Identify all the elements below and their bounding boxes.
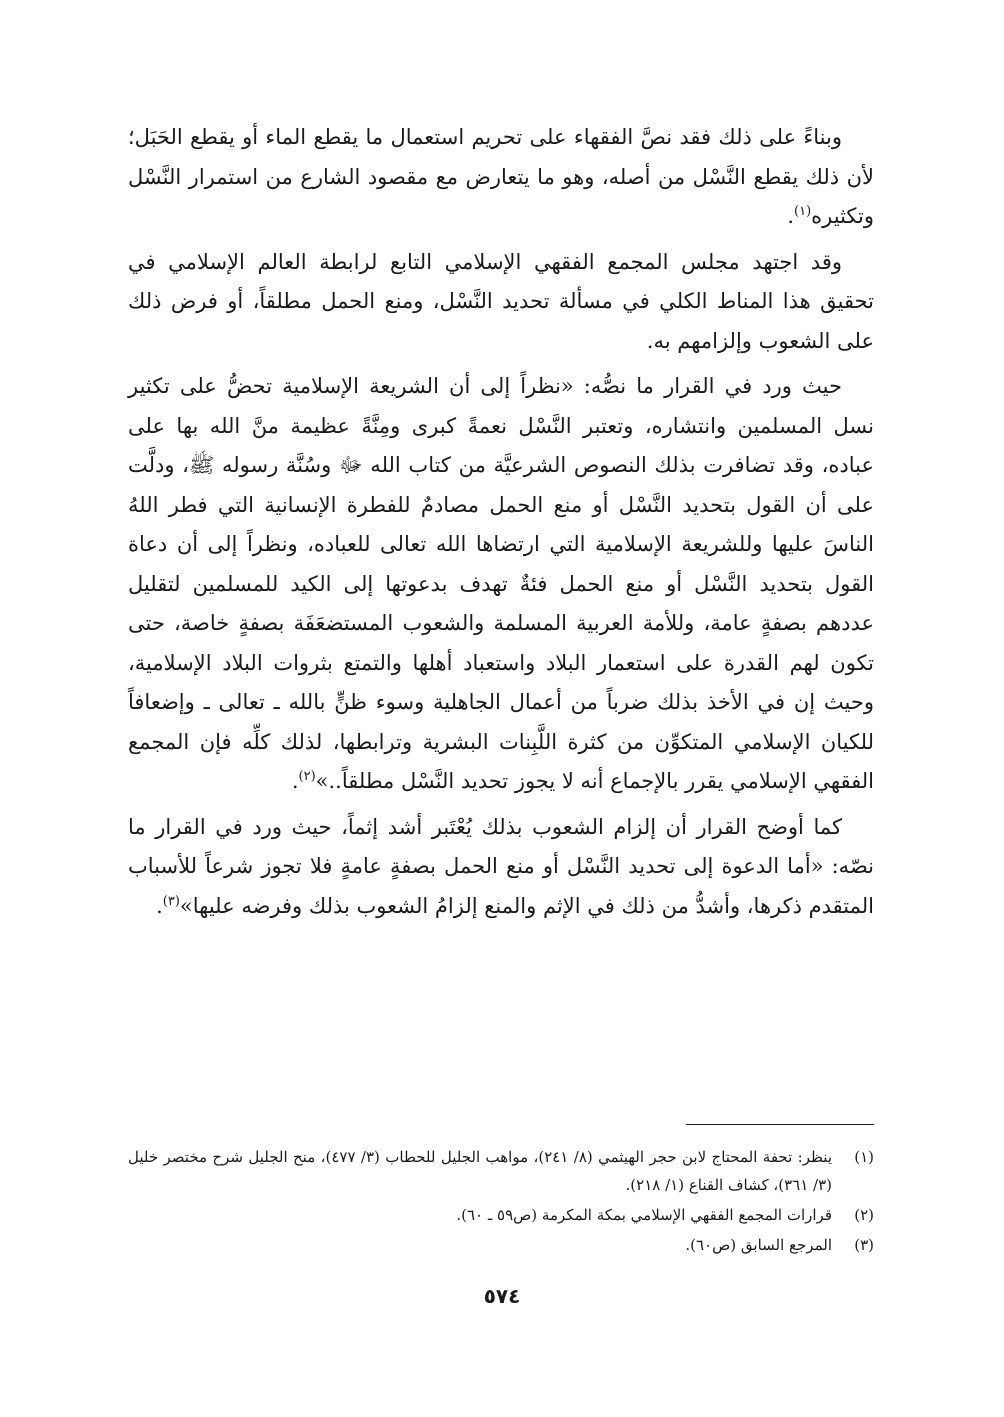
footnote-ref-1[interactable]: (١): [794, 204, 812, 219]
page-number: ٥٧٤: [483, 1284, 521, 1308]
paragraph-1: [128, 118, 874, 237]
footnote-1: [128, 1143, 874, 1199]
paragraph-2-text: وقد اجتهد مجلس المجمع الفقهي الإسلامي التابع لرابطة العالم الإسلامي في تحقيق هذا المناط الكلي في مسألة تحديد النَّسْل، ومنع الحمل مطلقاً، أو فرض ذلك على الشعوب وإلزامهم به.: [128, 249, 874, 353]
paragraph-4: [128, 808, 874, 927]
paragraph-3-text: حيث ورد في القرار ما نصُّه: «نظراً إلى أن الشريعة الإسلامية تحضُّ على تكثير نسل المسلمين وانتشاره، وتعتبر النَّسْل نعمةً كبرى ومِنَّةً عظيمة منَّ الله بها على عباده، وقد تضافرت بذلك النصوص الشرعيَّة من كتاب الله ﷻ وسُنَّة رسوله ﷺ، ودلَّت على أن القول بتحديد النَّسْل أو منع الحمل مصادمٌ للفطرة الإنسانية التي فطر اللهُ الناسَ عليها وللشريعة الإسلامية التي ارتضاها الله تعالى للعباده، ونظراً إلى أن دعاة القول بتحديد النَّسْل أو منع الحمل فئةٌ تهدف بدعوتها إلى الكيد للمسلمين لتقليل عددهم بصفةٍ عامة، وللأمة العربية المسلمة والشعوب المستضعَفَة بصفةٍ خاصة، حتى تكون لهم القدرة على استعمار البلاد واستعباد أهلها والتمتع بثروات البلاد الإسلامية، وحيث إن في الأخذ بذلك ضرباً من أعمال الجاهلية وسوء ظنٍّ بالله ـ تعالى ـ وإضعافاً للكيان الإسلامي المتكوِّن من كثرة اللَّبِنات البشرية وترابطها، لذلك كلِّه فإن المجمع الفقهي الإسلامي يقرر بالإجماع أنه لا يجوز تحديد النَّسْل مطلقاً..»: [128, 374, 874, 793]
footnote-1-text: ينظر: تحفة المحتاج لابن حجر الهيثمي (٨/ ٢٤١)، مواهب الجليل للحطاب (٣/ ٤٧٧)، منح الجليل شرح مختصر خليل (٣/ ٣٦١)، كشاف القناع (١/ ٢١٨).: [128, 1148, 832, 1194]
footnotes: [128, 1143, 874, 1261]
footnote-3: [128, 1231, 874, 1259]
footnote-2-text: قرارات المجمع الفقهي الإسلامي بمكة المكرمة (ص٥٩ ـ ٦٠).: [456, 1206, 832, 1224]
footnote-ref-3[interactable]: (٣): [162, 893, 180, 909]
footnote-3-number: (٣): [854, 1236, 874, 1254]
paragraph-4-text: كما أوضح القرار أن إلزام الشعوب بذلك يُعْتَبر أشد إثماً، حيث ورد في القرار ما نصّه: «أما الدعوة إلى تحديد النَّسْل أو منع الحمل بصفةٍ عامةٍ فلا تجوز شرعاً للأسباب المتقدم ذكرها، وأشدُّ من ذلك في الإثم والمنع إلزامُ الشعوب بذلك وفرضه عليها»: [128, 814, 874, 918]
paragraph-1-text: وبناءً على ذلك فقد نصَّ الفقهاء على تحريم استعمال ما يقطع الماء أو يقطع الحَبَل؛ لأن ذلك يقطع النَّسْل من أصله، وهو ما يتعارض مع مقصود الشارع من استمرار النَّسْل وتكثيره: [128, 125, 874, 228]
footnote-ref-2[interactable]: (٢): [298, 769, 316, 784]
paragraph-3-tail: .: [291, 769, 299, 793]
footnote-2: [128, 1201, 874, 1229]
footnote-separator: [686, 1124, 874, 1125]
paragraph-3: [128, 367, 874, 802]
footnote-1-number: (١): [854, 1148, 874, 1166]
paragraph-1-tail: .: [787, 204, 794, 228]
footnote-2-number: (٢): [854, 1206, 874, 1224]
footnote-3-text: المرجع السابق (ص٦٠).: [685, 1236, 832, 1254]
paragraph-2: [128, 243, 874, 362]
page-body: [128, 118, 874, 932]
paragraph-4-tail: .: [156, 893, 163, 918]
